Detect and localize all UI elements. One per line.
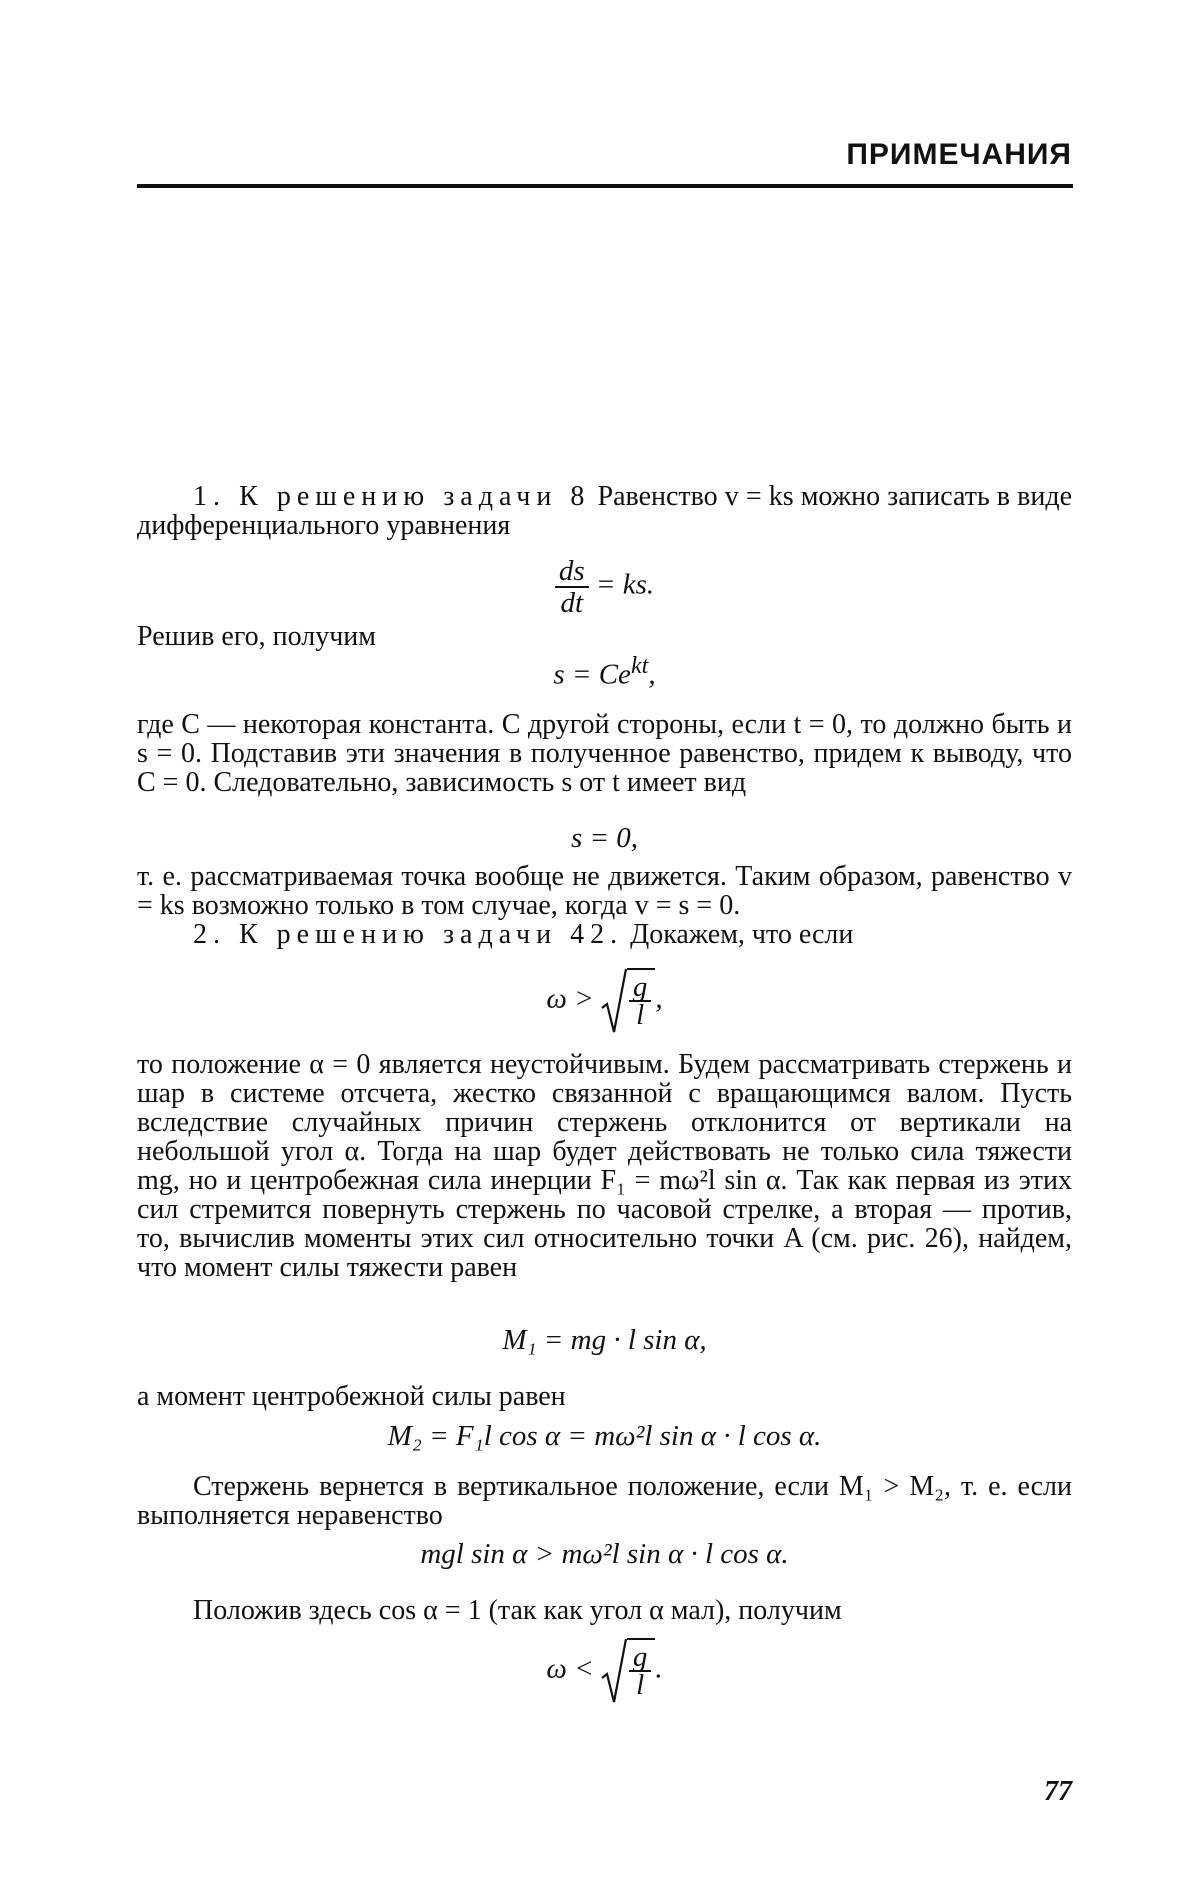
square-root bbox=[601, 968, 656, 1034]
equation-2-exponent: kt bbox=[630, 652, 649, 679]
page-number: 77 bbox=[1044, 1776, 1072, 1807]
paragraph-centrifugal: а момент центробежной силы равен bbox=[137, 1381, 566, 1412]
equation-4-tail: , bbox=[655, 982, 663, 1015]
fraction-denominator: l bbox=[636, 1669, 645, 1701]
note-1-lead: 1. К решению задачи 8 bbox=[193, 481, 591, 512]
paragraph-cos: Положив здесь cos α = 1 (так как угол α мал), получим bbox=[193, 1595, 842, 1626]
section-title: ПРИМЕЧАНИЯ bbox=[846, 138, 1072, 171]
radical-sign-icon bbox=[601, 968, 627, 1034]
note-1-paragraph bbox=[137, 482, 1072, 540]
paragraph-return: Стержень вернется в вертикальное положение, если M₁ > M₂, т. е. если выполняется неравенство bbox=[137, 1471, 1072, 1531]
square-root bbox=[601, 1638, 656, 1704]
radical-sign-icon bbox=[601, 1638, 627, 1704]
equation-2-tail: , bbox=[648, 658, 656, 691]
equation-4 bbox=[137, 968, 1072, 1034]
equation-6: M₂ = F₁l cos α = mω²l sin α · l cos α. bbox=[387, 1420, 822, 1452]
note-2-text: Докажем, что если bbox=[623, 919, 854, 950]
equation-1-rest: = ks. bbox=[588, 568, 655, 601]
equation-4-left: ω > bbox=[546, 982, 601, 1015]
equation-2 bbox=[137, 652, 1072, 692]
fraction-numerator: ds bbox=[555, 556, 589, 588]
fraction-numerator: g bbox=[629, 1644, 652, 1672]
fraction-ds-dt bbox=[555, 556, 589, 618]
fraction-g-l bbox=[629, 971, 652, 1031]
note-2-paragraph bbox=[137, 920, 1072, 949]
paragraph-solve: Решив его, получим bbox=[137, 621, 376, 652]
equation-3: s = 0, bbox=[570, 822, 639, 854]
paragraph-conclusion: т. е. рассматриваемая точка вообще не движется. Таким образом, равенство v = ks возможно только в том случае, когда v = s = 0. bbox=[137, 861, 1072, 921]
equation-8 bbox=[137, 1638, 1072, 1704]
paragraph-stability: то положение α = 0 является неустойчивым. Будем рассматривать стержень и шар в системе отсчета, жестко связанной с вращающимся валом. Пусть вследствие случайных причин стержень отклонится от вертикали на небольшой угол α. Тогда на шар будет действовать не только сила тяжести mg, но и центробежная сила инерции F₁ = mω²l sin α. Так как первая из этих сил стремится повернуть стержень по часовой стрелке, а вторая — против, то, вычислив моменты этих сил относительно точки A (см. рис. 26), найдем, что момент силы тяжести равен bbox=[137, 1049, 1072, 1283]
equation-7: mgl sin α > mω²l sin α · l cos α. bbox=[420, 1538, 789, 1570]
equation-2-base: s = Ce bbox=[553, 658, 631, 691]
header-rule bbox=[137, 184, 1073, 188]
fraction-denominator: dt bbox=[560, 587, 584, 619]
equation-8-tail: . bbox=[655, 1652, 663, 1685]
fraction-denominator: l bbox=[636, 999, 645, 1031]
equation-5: M₁ = mg · l sin α, bbox=[502, 1324, 707, 1356]
equation-8-left: ω < bbox=[546, 1652, 601, 1685]
equation-1 bbox=[137, 556, 1072, 618]
paragraph-constant: где C — некоторая константа. С другой стороны, если t = 0, то должно быть и s = 0. Подставив эти значения в полученное равенство, придем к выводу, что C = 0. Следовательно, зависимость s от t имеет вид bbox=[137, 709, 1072, 798]
fraction-g-l bbox=[629, 1641, 652, 1701]
note-1-text: Равенство v = ks можно записать в виде дифференциального уравнения bbox=[137, 481, 1072, 541]
note-2-lead: 2. К решению задачи 42. bbox=[193, 919, 624, 950]
fraction-numerator: g bbox=[629, 974, 652, 1002]
